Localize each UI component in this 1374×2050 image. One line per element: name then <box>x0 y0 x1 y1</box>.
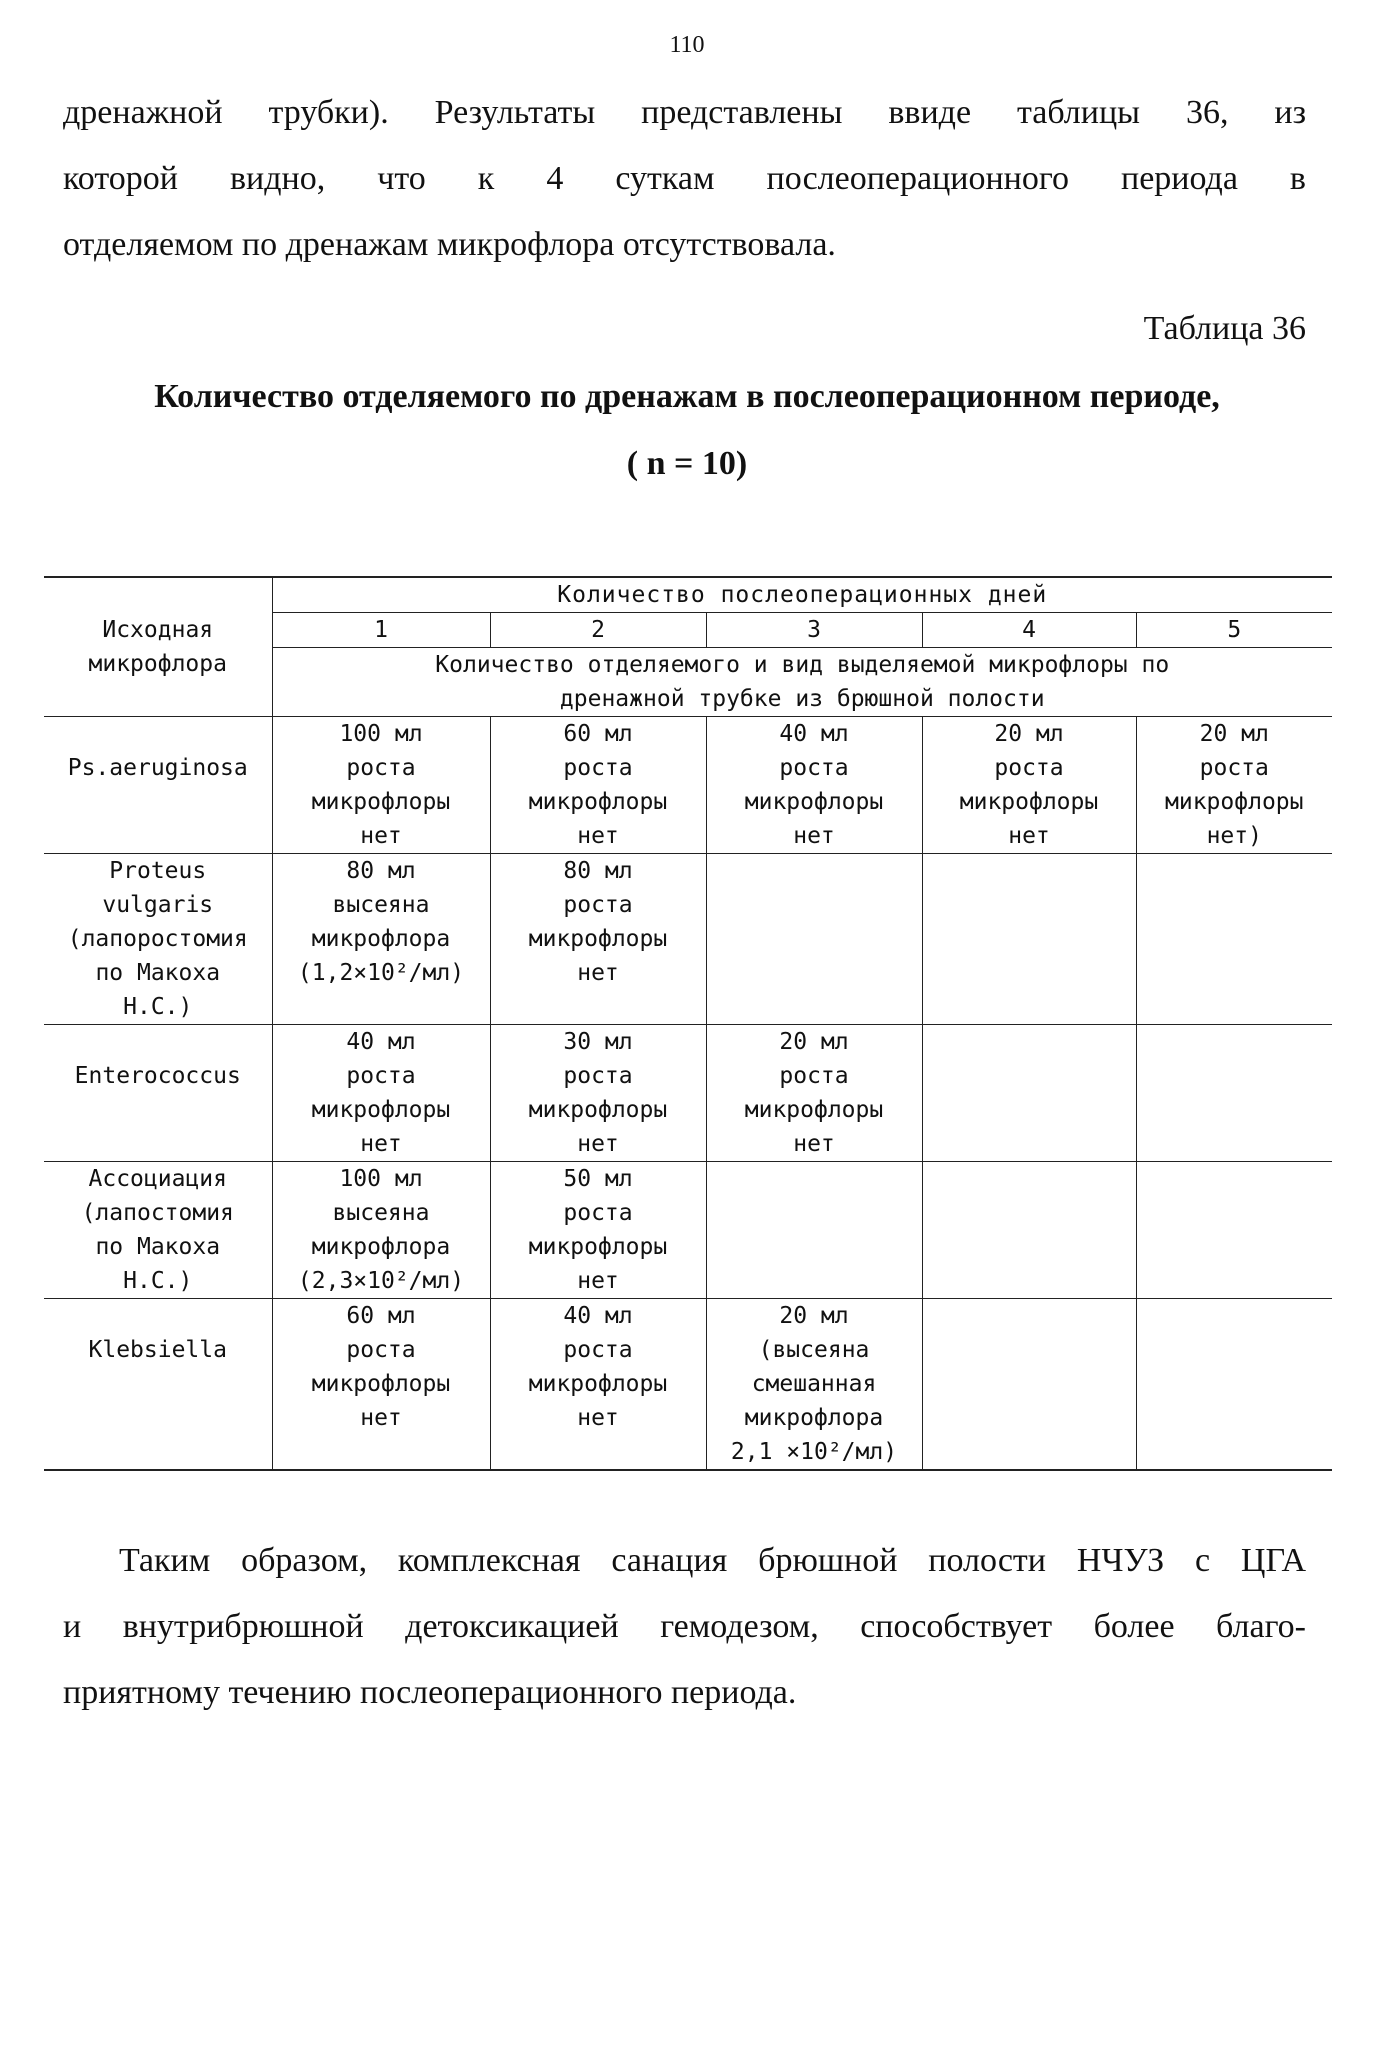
cell-text: роста <box>994 755 1064 781</box>
microflora-name-text: (лапоростомия <box>67 926 248 952</box>
cell-text: роста <box>779 1063 849 1089</box>
cell-text: роста <box>779 755 849 781</box>
conclusion-line: и внутрибрюшной детоксикацией гемодезом, способствует более благо- <box>63 1608 1306 1645</box>
cell-text: роста <box>563 755 633 781</box>
cell-text: (2,3×10²/мл) <box>297 1268 465 1294</box>
cell-text: 20 мл <box>779 1303 849 1329</box>
cell-text: роста <box>1199 755 1269 781</box>
cell-text: роста <box>346 755 416 781</box>
cell-text: микрофлоры <box>744 789 884 815</box>
cell-text: нет) <box>1206 823 1262 849</box>
cell-text: роста <box>346 1337 416 1363</box>
cell-text: 2,1 ×10²/мл) <box>730 1439 898 1465</box>
day-value-cell <box>706 1162 922 1299</box>
cell-text: (высеяна <box>758 1337 870 1363</box>
day-value-cell <box>1136 854 1332 1025</box>
cell-text: 30 мл <box>563 1029 633 1055</box>
microflora-name-cell <box>44 717 272 854</box>
day-value-cell <box>490 717 706 854</box>
microflora-name-text: Enterococcus <box>74 1063 241 1089</box>
table-row <box>44 1162 1332 1299</box>
microflora-name-cell <box>44 1025 272 1162</box>
cell-text: 100 мл <box>339 721 423 747</box>
cell-text: роста <box>563 1200 633 1226</box>
cell-text: 20 мл <box>1199 721 1269 747</box>
conclusion-line: приятному течению послеоперационного периода. <box>63 1674 797 1711</box>
day-number-cell: 1 <box>272 613 490 648</box>
cell-text: микрофлора <box>744 1405 884 1431</box>
cell-text: микрофлоры <box>311 1097 451 1123</box>
microflora-name-text: Н.С.) <box>123 1268 193 1294</box>
conclusion-paragraph <box>63 1528 1306 1726</box>
conclusion-line: Таким образом, комплексная санация брюшной полости НЧУЗ с ЦГА <box>119 1542 1306 1579</box>
cell-text: роста <box>563 892 633 918</box>
microflora-name-text: Н.С.) <box>123 994 193 1020</box>
day-value-cell <box>272 1162 490 1299</box>
cell-text: нет <box>577 1405 619 1431</box>
day-value-cell <box>922 717 1136 854</box>
cell-text: 50 мл <box>563 1166 633 1192</box>
cell-text: микрофлоры <box>528 789 668 815</box>
table-row <box>44 1299 1332 1471</box>
table-row <box>44 1025 1332 1162</box>
cell-text: высеяна <box>332 892 430 918</box>
microflora-name-cell <box>44 1162 272 1299</box>
cell-text: микрофлоры <box>311 789 451 815</box>
cell-text: смешанная <box>751 1371 877 1397</box>
cell-text: микрофлоры <box>528 1097 668 1123</box>
intro-line: которой видно, что к 4 суткам послеоперационного периода в <box>63 160 1306 197</box>
row-header-text: Исходная <box>102 617 214 643</box>
cell-text: микрофлоры <box>959 789 1099 815</box>
cell-text: нет <box>793 823 835 849</box>
header-row <box>44 577 1332 613</box>
day-value-cell <box>922 1299 1136 1471</box>
cell-text: нет <box>360 823 402 849</box>
days-header: Количество послеоперационных дней <box>272 577 1332 613</box>
data-table <box>44 576 1332 1471</box>
page-number: 110 <box>669 32 705 58</box>
cell-text: 80 мл <box>346 858 416 884</box>
day-number-cell: 3 <box>706 613 922 648</box>
cell-text: микрофлора <box>311 1234 451 1260</box>
day-value-cell <box>272 1299 490 1471</box>
microflora-name-text: (лапостомия <box>81 1200 234 1226</box>
intro-line: отделяемом по дренажам микрофлора отсутствовала. <box>63 226 836 263</box>
microflora-name-cell <box>44 1299 272 1471</box>
table-title: Количество отделяемого по дренажам в послеоперационном периоде, <box>154 378 1220 415</box>
cell-text: нет <box>793 1131 835 1157</box>
cell-text: роста <box>563 1063 633 1089</box>
day-value-cell <box>922 1162 1136 1299</box>
day-value-cell <box>490 1162 706 1299</box>
microflora-name-cell <box>44 854 272 1025</box>
microflora-name-text: Ассоциация <box>88 1166 227 1192</box>
day-value-cell <box>1136 1299 1332 1471</box>
cell-text: высеяна <box>332 1200 430 1226</box>
row-header-text: микрофлора <box>88 651 227 677</box>
day-value-cell <box>1136 1162 1332 1299</box>
cell-text: 40 мл <box>346 1029 416 1055</box>
cell-text: 40 мл <box>563 1303 633 1329</box>
microflora-name-text: по Макоха <box>95 960 221 986</box>
microflora-name-text: Proteus <box>109 858 207 884</box>
cell-text: нет <box>360 1405 402 1431</box>
day-value-cell <box>490 1025 706 1162</box>
cell-text: микрофлора <box>311 926 451 952</box>
cell-text: 100 мл <box>339 1166 423 1192</box>
day-number-cell: 2 <box>490 613 706 648</box>
cell-text: 60 мл <box>346 1303 416 1329</box>
cell-text: нет <box>360 1131 402 1157</box>
cell-text: 20 мл <box>994 721 1064 747</box>
cell-text: 40 мл <box>779 721 849 747</box>
cell-text: микрофлоры <box>1165 789 1304 815</box>
cell-text: микрофлоры <box>311 1371 451 1397</box>
day-value-cell <box>272 717 490 854</box>
day-value-cell <box>922 854 1136 1025</box>
cell-text: (1,2×10²/мл) <box>297 960 465 986</box>
day-number-cell: 5 <box>1136 613 1332 648</box>
microflora-name-text: по Макоха <box>95 1234 221 1260</box>
cell-text: микрофлоры <box>528 926 668 952</box>
cell-text: нет <box>577 960 619 986</box>
microflora-name-text: vulgaris <box>102 892 214 918</box>
day-value-cell <box>706 1299 922 1471</box>
cell-text: 80 мл <box>563 858 633 884</box>
day-value-cell <box>272 854 490 1025</box>
sub-header-cell <box>272 648 1332 717</box>
intro-paragraph <box>63 80 1306 278</box>
day-value-cell <box>922 1025 1136 1162</box>
sub-header-text: дренажной трубке из брюшной полости <box>559 686 1045 712</box>
cell-text: нет <box>577 1268 619 1294</box>
day-value-cell <box>272 1025 490 1162</box>
cell-text: нет <box>577 1131 619 1157</box>
cell-text: микрофлоры <box>744 1097 884 1123</box>
day-value-cell <box>706 854 922 1025</box>
table-row <box>44 717 1332 854</box>
table-title-sample-size: ( n = 10) <box>626 445 748 482</box>
day-value-cell <box>1136 717 1332 854</box>
cell-text: нет <box>1008 823 1050 849</box>
table-row <box>44 854 1332 1025</box>
table-label: Таблица 36 <box>1143 310 1306 347</box>
cell-text: роста <box>346 1063 416 1089</box>
cell-text: микрофлоры <box>528 1234 668 1260</box>
row-header-cell <box>44 577 272 717</box>
cell-text: роста <box>563 1337 633 1363</box>
day-value-cell <box>706 1025 922 1162</box>
cell-text: 60 мл <box>563 721 633 747</box>
intro-line: дренажной трубки). Результаты представлены ввиде таблицы 36, из <box>63 94 1306 131</box>
sub-header-text: Количество отделяемого и вид выделяемой микрофлоры по <box>435 652 1170 678</box>
cell-text: микрофлоры <box>528 1371 668 1397</box>
cell-text: 20 мл <box>779 1029 849 1055</box>
day-value-cell <box>490 1299 706 1471</box>
day-value-cell <box>706 717 922 854</box>
microflora-name-text: Klebsiella <box>88 1337 227 1363</box>
day-value-cell <box>1136 1025 1332 1162</box>
microflora-name-text: Ps.aeruginosa <box>67 755 248 781</box>
day-value-cell <box>490 854 706 1025</box>
cell-text: нет <box>577 823 619 849</box>
day-number-cell: 4 <box>922 613 1136 648</box>
